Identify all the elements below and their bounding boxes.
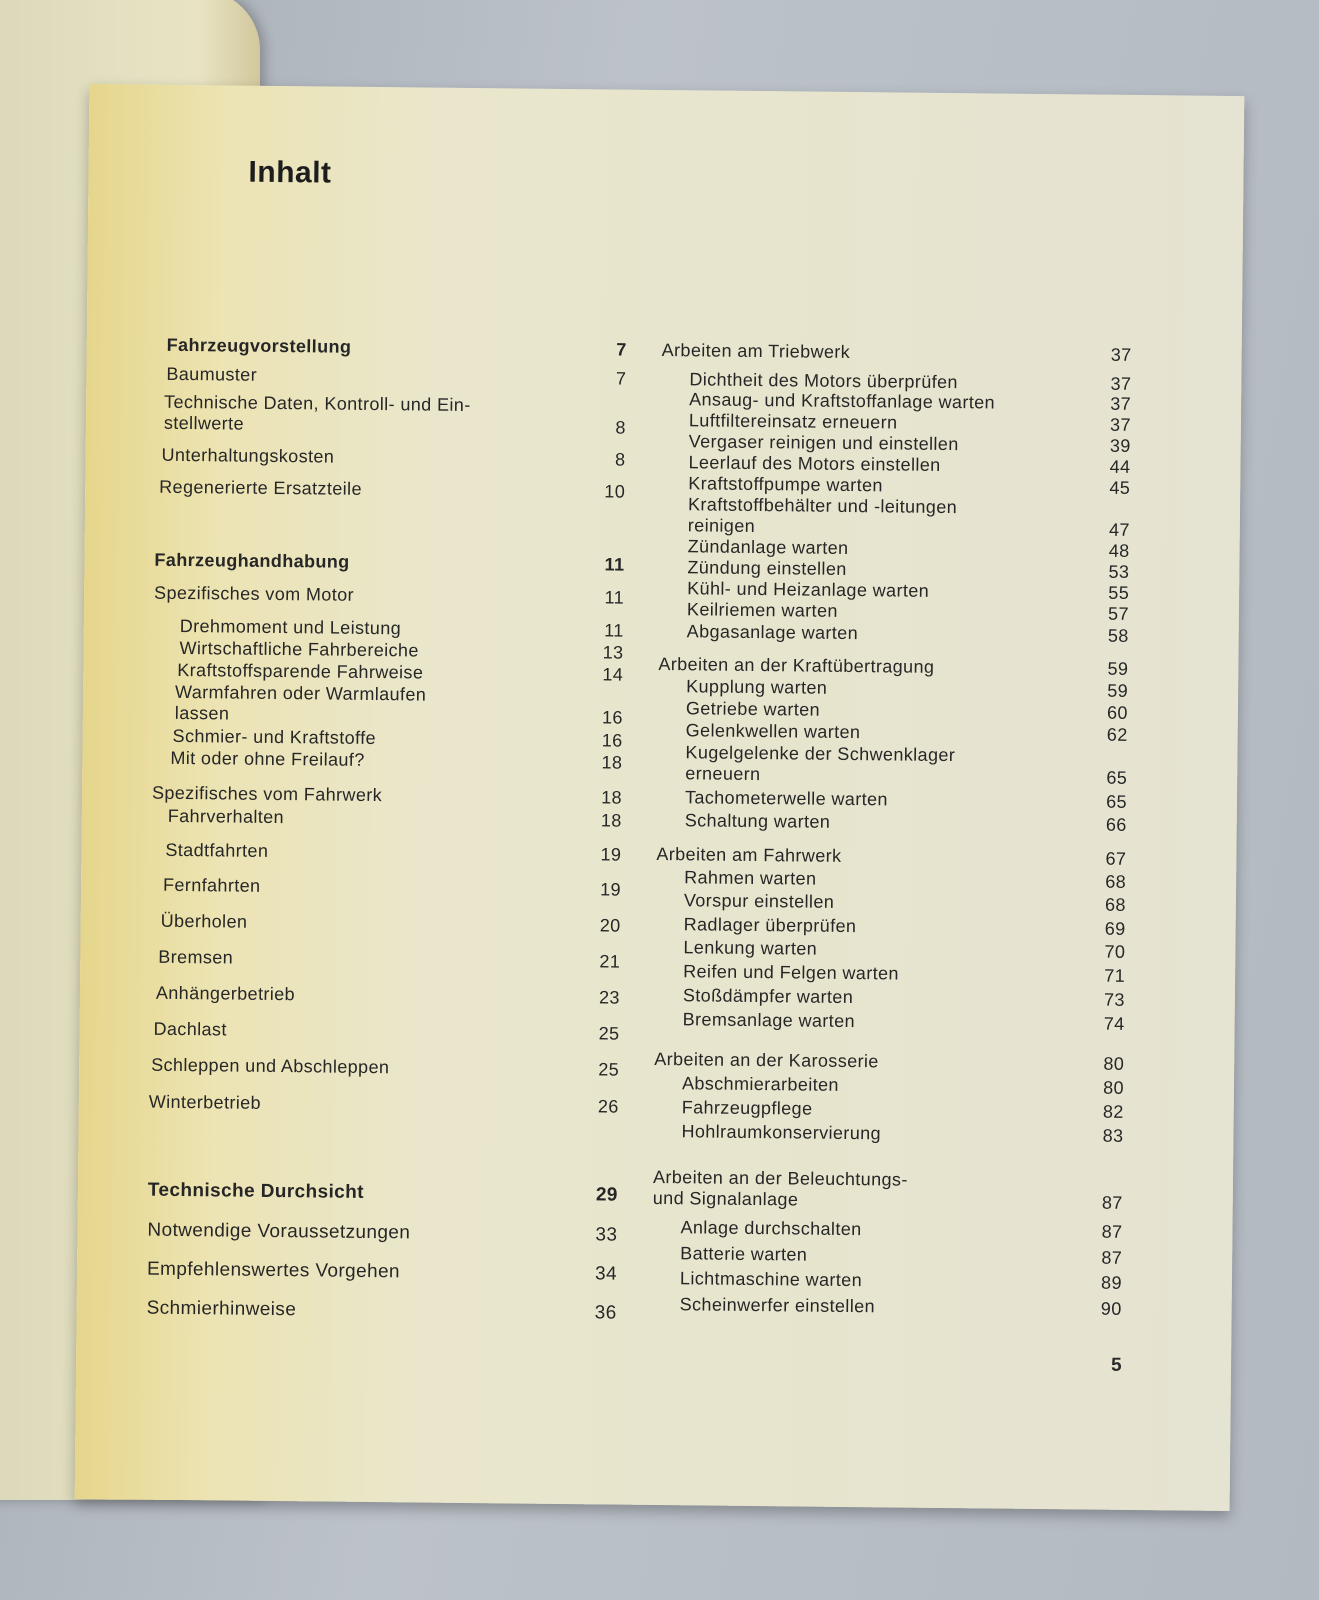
toc-entry (655, 961, 1125, 987)
toc-entry-title: Technische Durchsicht (147, 1179, 365, 1203)
toc-entry (656, 914, 1126, 940)
toc-entry (154, 550, 624, 576)
toc-entry-page: 37 (1110, 344, 1132, 365)
toc-entry (152, 783, 622, 809)
toc-entry-title: Kraftstoffsparende Fahrweise (177, 659, 424, 683)
toc-entry-page: 71 (1104, 965, 1126, 986)
toc-entry (154, 583, 624, 609)
toc-entry-page: 59 (1107, 658, 1129, 679)
toc-entry (150, 947, 620, 973)
toc-entry (151, 911, 621, 937)
toc-entry (157, 335, 627, 361)
toc-entry-page: 18 (601, 787, 623, 808)
toc-entry-page: 82 (1102, 1101, 1124, 1122)
toc-entry-page: 7 (616, 339, 627, 360)
toc-entry-title: Lenkung warten (683, 937, 818, 959)
toc-entry (652, 1243, 1122, 1269)
toc-entry-title: Anlage durchschalten (680, 1217, 862, 1240)
toc-entry-page: 87 (1101, 1247, 1123, 1268)
toc-entry (657, 742, 1127, 789)
toc-entry (659, 621, 1129, 647)
toc-entry-page: 16 (601, 730, 623, 751)
toc-entry-title: Winterbetrieb (148, 1091, 262, 1113)
toc-entry-page: 20 (599, 915, 621, 936)
toc-entry (652, 1217, 1122, 1243)
toc-entry-title: Kraftstoffpumpe warten (688, 473, 883, 496)
toc-entry (150, 983, 620, 1009)
toc-entry-title: Keilriemen warten (686, 599, 838, 621)
toc-entry-title: Radlager überprüfen (683, 914, 857, 937)
toc-entry-page: 14 (602, 664, 624, 685)
toc-entry-title: Fahrzeugvorstellung (166, 334, 352, 357)
toc-entry-page: 13 (602, 642, 624, 663)
toc-entry (151, 875, 621, 901)
toc-entry-title: Stadtfahrten (165, 839, 269, 861)
toc-entry (149, 1055, 619, 1081)
toc-entry (657, 810, 1127, 836)
toc-entry-title: Fahrzeughandhabung (154, 549, 350, 572)
toc-entry-page: 60 (1106, 702, 1129, 723)
toc-entry (655, 985, 1125, 1011)
toc-entry (149, 1019, 619, 1045)
toc-entry-title: Spezifisches vom Fahrwerk (151, 782, 383, 806)
toc-entry-page: 80 (1103, 1077, 1125, 1098)
toc-entry (147, 1298, 617, 1324)
toc-entry-title: Bremsen (158, 946, 234, 968)
toc-entry (653, 1121, 1123, 1147)
toc-entry-page: 25 (598, 1023, 620, 1044)
toc-entry-page: 87 (1101, 1192, 1123, 1213)
toc-entry-title: Warmfahren oder Warmlaufen lassen (174, 681, 427, 724)
toc-entry-page: 29 (595, 1184, 618, 1206)
toc-left-column (146, 334, 627, 1324)
toc-entry-page: 26 (597, 1096, 619, 1117)
toc-entry-page: 36 (594, 1302, 617, 1324)
toc-entry-title: Kupplung warten (686, 676, 828, 698)
toc-entry-title: Vorspur einstellen (683, 890, 835, 912)
toc-entry-page: 87 (1101, 1221, 1123, 1242)
toc-entry-title: Kraftstoffbehälter und -leitungen reinigen (687, 494, 958, 536)
toc-entry-title: Hohlraumkonservierung (681, 1121, 882, 1144)
toc-entry-title: Baumuster (166, 363, 258, 385)
toc-entry-title: Notwendige Voraussetzungen (147, 1219, 411, 1244)
toc-entry-title: Regenerierte Ersatzteile (159, 476, 363, 499)
contents-page (75, 84, 1245, 1511)
toc-entry-title: Empfehlenswertes Vorgehen (146, 1258, 401, 1283)
toc-entry-title: Gelenkwellen warten (685, 720, 861, 743)
toc-entry (147, 1259, 617, 1285)
toc-entry-title: Zündung einstellen (687, 557, 847, 579)
toc-entry (155, 477, 625, 503)
toc-entry (657, 787, 1127, 813)
toc-entry-title: Technische Daten, Kontroll- und Ein- stellwerte (163, 391, 471, 434)
toc-entry-page: 48 (1108, 540, 1130, 561)
toc-entry (654, 1073, 1124, 1099)
toc-entry (152, 806, 622, 832)
toc-entry-title: Arbeiten an der Kraftübertragung (658, 653, 935, 677)
toc-entry-title: Kühl- und Heizanlage warten (687, 578, 930, 601)
toc-entry (654, 1097, 1124, 1123)
toc-entry-page: 57 (1108, 603, 1130, 624)
toc-entry-title: Leerlauf des Motors einstellen (688, 452, 941, 475)
toc-entry-title: Spezifisches vom Motor (154, 582, 355, 605)
toc-entry-title: Schmier- und Kraftstoffe (172, 725, 377, 749)
toc-entry-title: Kugelgelenke der Schwenklager erneuern (685, 742, 956, 785)
toc-right-column (652, 339, 1132, 1319)
toc-entry (147, 1220, 617, 1246)
toc-entry-page: 18 (601, 752, 623, 773)
page-title: Inhalt (248, 155, 332, 190)
toc-entry-page: 62 (1106, 724, 1128, 745)
toc-entry-title: Fahrzeugpflege (681, 1097, 813, 1119)
toc-entry-page: 11 (604, 554, 625, 575)
toc-entry-title: Schmierhinweise (146, 1297, 297, 1321)
toc-entry-page: 59 (1107, 680, 1129, 701)
toc-entry (149, 1092, 619, 1118)
toc-entry-page: 83 (1102, 1125, 1124, 1146)
toc-entry-page: 19 (600, 844, 622, 865)
toc-entry-page: 55 (1108, 582, 1130, 603)
toc-entry-title: Arbeiten an der Beleuchtungs- und Signalanlage (652, 1166, 908, 1210)
toc-entry-page: 21 (599, 951, 621, 972)
toc-entry (655, 1009, 1125, 1035)
toc-entry (654, 1049, 1124, 1075)
toc-entry-page: 73 (1103, 989, 1126, 1010)
toc-entry (653, 1167, 1123, 1214)
toc-entry-page: 8 (615, 417, 626, 438)
toc-entry-page: 23 (598, 987, 621, 1008)
toc-entry-page: 39 (1109, 435, 1131, 456)
toc-entry-page: 16 (601, 707, 623, 728)
toc-entry (148, 1180, 618, 1206)
toc-entry-page: 11 (604, 620, 624, 641)
toc-entry (155, 445, 625, 471)
toc-entry-title: Abgasanlage warten (686, 621, 859, 644)
toc-entry-page: 25 (598, 1059, 620, 1080)
toc-entry-page: 80 (1103, 1053, 1125, 1074)
toc-entry-title: Reifen und Felgen warten (683, 961, 900, 984)
toc-entry-page: 45 (1109, 477, 1131, 498)
toc-entry-page: 33 (595, 1224, 618, 1246)
toc-entry-page: 70 (1104, 941, 1126, 962)
toc-entry-title: Mit oder ohne Freilauf? (170, 747, 365, 770)
toc-entry-page: 53 (1108, 561, 1130, 582)
toc-entry-title: Fernfahrten (162, 874, 261, 896)
toc-entry (656, 890, 1126, 916)
toc-entry-page: 37 (1109, 414, 1132, 435)
toc-entry-title: Getriebe warten (685, 698, 821, 720)
toc-entry-page: 69 (1104, 918, 1126, 939)
toc-entry-title: Vergaser reinigen und einstellen (688, 431, 959, 455)
toc-entry (660, 494, 1130, 541)
toc-entry (156, 392, 626, 439)
toc-entry-page: 10 (604, 481, 626, 502)
toc-entry-page: 8 (615, 449, 626, 470)
toc-entry (652, 1268, 1122, 1294)
toc-entry (656, 867, 1126, 893)
toc-entry (656, 844, 1126, 870)
toc-entry-page: 90 (1100, 1298, 1122, 1319)
toc-entry-title: Ansaug- und Kraftstoffanlage warten (689, 389, 996, 413)
toc-entry-title: Abschmierarbeiten (681, 1073, 839, 1095)
toc-entry-title: Tachometerwelle warten (684, 787, 888, 810)
toc-entry-title: Unterhaltungskosten (161, 444, 335, 467)
toc-entry-page: 7 (615, 368, 627, 389)
toc-entry-title: Luftfiltereinsatz erneuern (688, 410, 898, 433)
toc-entry-page: 19 (600, 879, 622, 900)
toc-entry-title: Dichtheit des Motors überprüfen (689, 369, 959, 393)
toc-entry (153, 682, 623, 729)
toc-entry-page: 37 (1110, 393, 1132, 414)
toc-entry-page: 68 (1105, 871, 1127, 892)
toc-entry (662, 340, 1132, 366)
toc-entry (152, 748, 622, 774)
toc-entry-title: Zündanlage warten (687, 536, 849, 558)
toc-entry (156, 364, 626, 390)
toc-entry-title: Arbeiten am Fahrwerk (656, 843, 842, 866)
toc-entry-title: Stoßdämpfer warten (682, 985, 854, 1008)
toc-entry-title: Arbeiten am Triebwerk (661, 339, 851, 362)
toc-entry (655, 937, 1125, 963)
toc-entry-page: 58 (1107, 625, 1129, 646)
toc-entry-title: Rahmen warten (684, 867, 817, 889)
toc-entry-title: Scheinwerfer einstellen (679, 1294, 876, 1317)
toc-entry-page: 34 (594, 1263, 618, 1285)
toc-entry-title: Fahrverhalten (167, 805, 285, 828)
toc-entry-page: 44 (1109, 456, 1131, 477)
toc-entry-page: 11 (604, 587, 625, 608)
toc-entry-title: Lichtmaschine warten (679, 1268, 863, 1291)
toc-entry-title: Wirtschaftliche Fahrbereiche (179, 637, 419, 661)
toc-entry-title: Anhängerbetrieb (155, 982, 296, 1005)
toc-entry-title: Dachlast (153, 1018, 227, 1040)
toc-entry-title: Bremsanlage warten (682, 1009, 856, 1032)
toc-entry-page: 65 (1106, 791, 1128, 812)
toc-entry-page: 65 (1106, 767, 1128, 788)
toc-entry-page: 74 (1103, 1013, 1125, 1034)
toc-entry (652, 1294, 1122, 1320)
toc-entry (151, 840, 621, 866)
toc-entry-page: 18 (600, 810, 622, 831)
toc-entry-page: 68 (1104, 894, 1127, 915)
toc-entry-title: Schaltung warten (684, 810, 831, 832)
toc-entry-title: Drehmoment und Leistung (179, 615, 402, 639)
page-number: 5 (1110, 1354, 1122, 1376)
toc-entry-page: 47 (1108, 519, 1130, 540)
toc-entry-title: Batterie warten (680, 1243, 808, 1265)
toc-entry-page: 89 (1101, 1272, 1123, 1293)
toc-entry-title: Schleppen und Abschleppen (151, 1054, 390, 1078)
toc-entry-page: 37 (1110, 373, 1132, 394)
toc-entry-page: 66 (1105, 814, 1127, 835)
toc-entry-title: Überholen (160, 910, 248, 932)
toc-entry-title: Arbeiten an der Karosserie (654, 1048, 879, 1072)
toc-entry-page: 67 (1105, 848, 1127, 869)
